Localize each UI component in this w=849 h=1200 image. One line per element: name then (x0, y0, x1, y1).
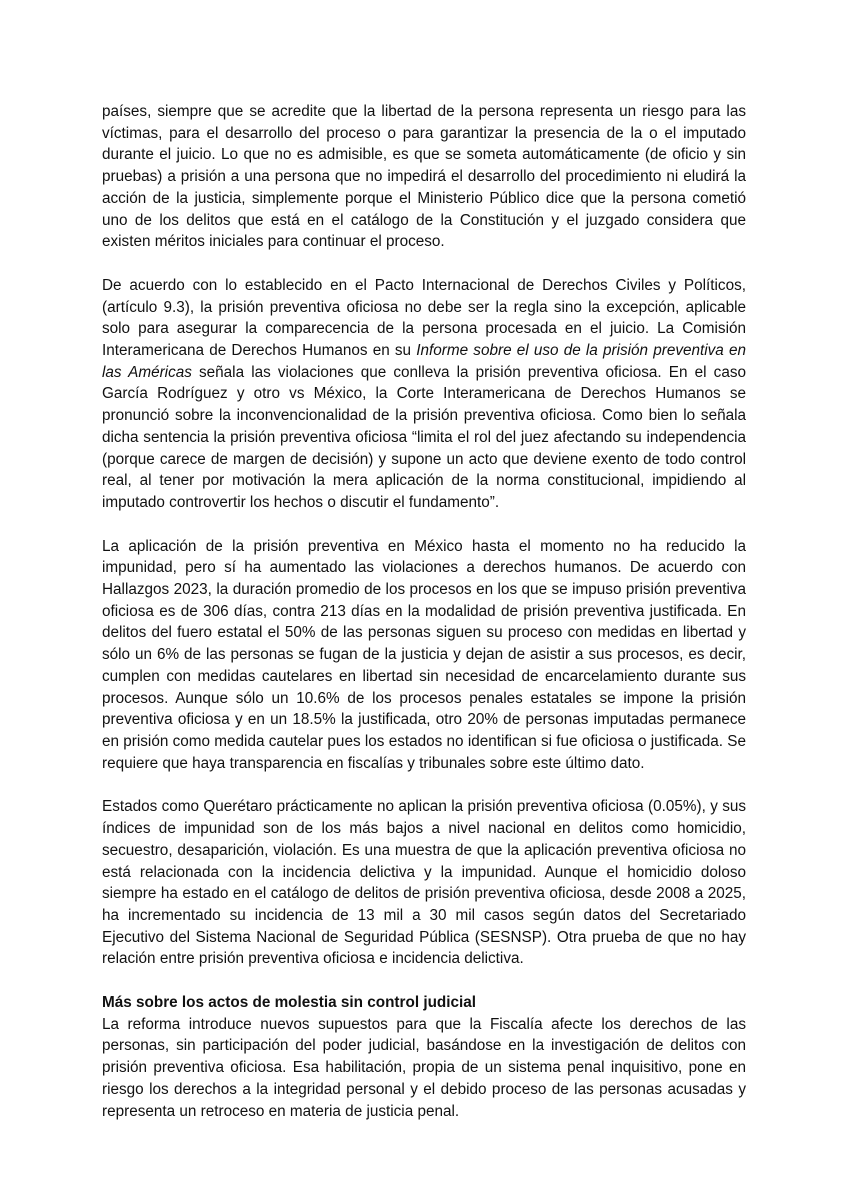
report-title: Informe sobre el uso de la prisión preventiva en las Américas (102, 342, 747, 381)
section-heading: Más sobre los actos de molestia sin control judicial (102, 994, 477, 1012)
paragraph-text: De acuerdo con lo establecido en el Pacto Internacional de Derechos Civiles y Políticos, (artículo 9.3), la prisión preventiva oficiosa no debe ser la regla sino la excepción, aplicable solo para asegurar la comparecencia de la persona procesada en el juicio. La Comisión Interamericana de Derechos Humanos en su (102, 276, 746, 360)
paragraph-text: señala las violaciones que conlleva la prisión preventiva oficiosa. En el caso García Rodríguez y otro vs México, la Corte Interamericana de Derechos Humanos se pronunció sobre la inconvencionalidad de la prisión preventiva oficiosa. Como bien lo señala dicha sentencia la prisión preventiva oficiosa “limita el rol del juez afectando su independencia (porque carece de margen de decisión) y supone un acto que deviene exento de todo control real, al tener por motivación la mera aplicación de la norma constitucional, impidiendo al imputado controvertir los hechos o discutir el fundamento”. (102, 363, 746, 511)
paragraph-reform-critique: La reforma introduce nuevos supuestos para que la Fiscalía afecte los derechos de las personas, sin participación del poder judicial, basándose en la investigación de delitos con prisión preventiva oficiosa. Esa habilitación, propia de un sistema penal inquisitivo, pone en riesgo los derechos a la integridad personal y el debido proceso de las personas acusadas y representa un retroceso en materia de justicia penal. (102, 1015, 746, 1120)
document-page (102, 101, 746, 1122)
paragraph-criteria-for-detention: países, siempre que se acredite que la libertad de la persona representa un riesgo para las víctimas, para el desarrollo del proceso o para garantizar la presencia de la o el imputado durante el juicio. Lo que no es admisible, es que se someta automáticamente (de oficio y sin pruebas) a prisión a una persona que no impedirá el desarrollo del procedimiento ni eludirá la acción de la justicia, simplemente porque el Ministerio Público dice que la persona cometió uno de los delitos que está en el catálogo de la Constitución y el juzgado considera que existen méritos iniciales para continuar el proceso. (102, 103, 746, 251)
paragraph-international-standards (102, 275, 746, 514)
paragraph-queretaro-example: Estados como Querétaro prácticamente no aplican la prisión preventiva oficiosa (0.05%), y sus índices de impunidad son de los más bajos a nivel nacional en delitos como homicidio, secuestro, desaparición, violación. Es una muestra de que la aplicación preventiva oficiosa no está relacionada con la incidencia delictiva y la impunidad. Aunque el homicidio doloso siempre ha estado en el catálogo de delitos de prisión preventiva oficiosa, desde 2008 a 2025, ha incrementado su incidencia de 13 mil a 30 mil casos según datos del Secretariado Ejecutivo del Sistema Nacional de Seguridad Pública (SESNSP). Otra prueba de que no hay relación entre prisión preventiva oficiosa e incidencia delictiva. (102, 798, 746, 968)
paragraph-impunity-statistics: La aplicación de la prisión preventiva en México hasta el momento no ha reducido la impunidad, pero sí ha aumentado las violaciones a derechos humanos. De acuerdo con Hallazgos 2023, la duración promedio de los procesos en los que se impuso prisión preventiva oficiosa es de 306 días, contra 213 días en la modalidad de prisión preventiva justificada. En delitos del fuero estatal el 50% de las personas siguen su proceso con medidas en libertad y sólo un 6% de las personas se fugan de la justicia y dejan de asistir a sus procesos, es decir, cumplen con medidas cautelares en libertad sin necesidad de encarcelamiento durante sus procesos. Aunque sólo un 10.6% de los procesos penales estatales se impone la prisión preventiva oficiosa y en un 18.5% la justificada, otro 20% de personas imputadas permanece en prisión como medida cautelar pues los estados no identifican si fue oficiosa o justificada. Se requiere que haya transparencia en fiscalías y tribunales sobre este último dato. (102, 537, 746, 772)
